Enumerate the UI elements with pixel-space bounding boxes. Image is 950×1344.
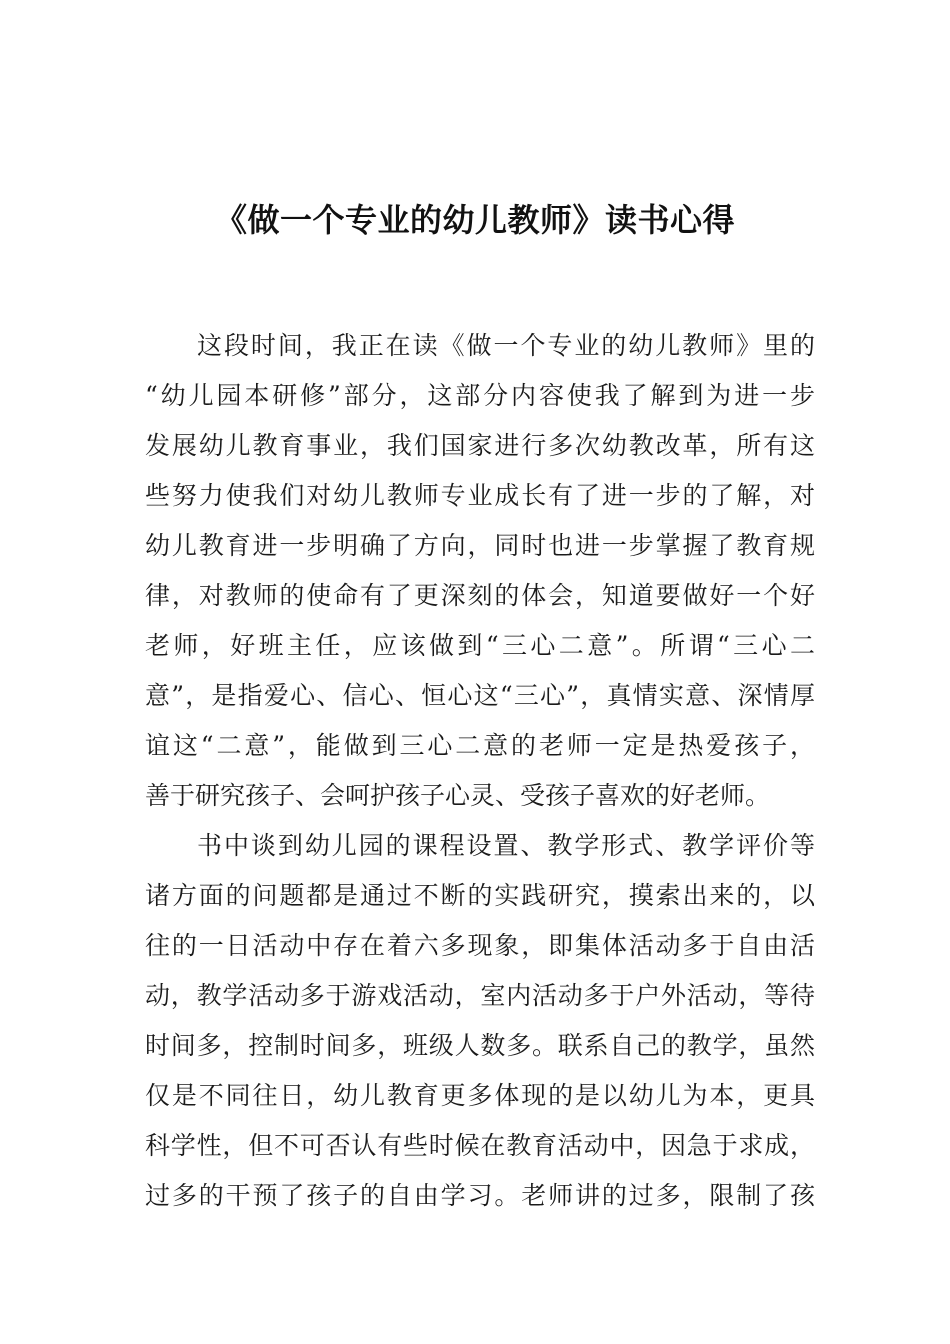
text-line: 老师，好班主任，应该做到“三心二意”。所谓“三心二 — [145, 631, 815, 660]
text-line: 律，对教师的使命有了更深刻的体会，知道要做好一个好 — [145, 581, 815, 610]
text-line: 这段时间，我正在读《做一个专业的幼儿教师》里的 — [197, 331, 815, 360]
text-line: 往的一日活动中存在着六多现象，即集体活动多于自由活 — [145, 931, 815, 960]
text-line: 动，教学活动多于游戏活动，室内活动多于户外活动，等待 — [145, 981, 815, 1010]
text-line: 仅是不同往日，幼儿教育更多体现的是以幼儿为本，更具 — [145, 1081, 815, 1110]
text-line: 时间多，控制时间多，班级人数多。联系自己的教学，虽然 — [145, 1031, 815, 1060]
text-line: “幼儿园本研修”部分，这部分内容使我了解到为进一步 — [145, 381, 815, 410]
text-line: 些努力使我们对幼儿教师专业成长有了进一步的了解，对 — [145, 481, 815, 510]
paragraph-2 — [145, 821, 815, 1221]
text-line: 书中谈到幼儿园的课程设置、教学形式、教学评价等 — [197, 831, 815, 860]
text-line: 科学性，但不可否认有些时候在教育活动中，因急于求成， — [145, 1131, 815, 1160]
text-line: 意”，是指爱心、信心、恒心这“三心”，真情实意、深情厚 — [145, 681, 815, 710]
text-line: 发展幼儿教育事业，我们国家进行多次幼教改革，所有这 — [145, 431, 815, 460]
text-line: 诸方面的问题都是通过不断的实践研究，摸索出来的，以 — [145, 881, 815, 910]
document-body — [145, 321, 815, 1221]
paragraph-1 — [145, 321, 815, 821]
document-title: 《做一个专业的幼儿教师》读书心得 — [214, 201, 735, 239]
text-line: 幼儿教育进一步明确了方向，同时也进一步掌握了教育规 — [145, 531, 815, 560]
text-line: 过多的干预了孩子的自由学习。老师讲的过多，限制了孩 — [145, 1181, 815, 1210]
text-line: 善于研究孩子、会呵护孩子心灵、受孩子喜欢的好老师。 — [145, 781, 771, 810]
text-line: 谊这“二意”，能做到三心二意的老师一定是热爱孩子， — [145, 731, 815, 760]
